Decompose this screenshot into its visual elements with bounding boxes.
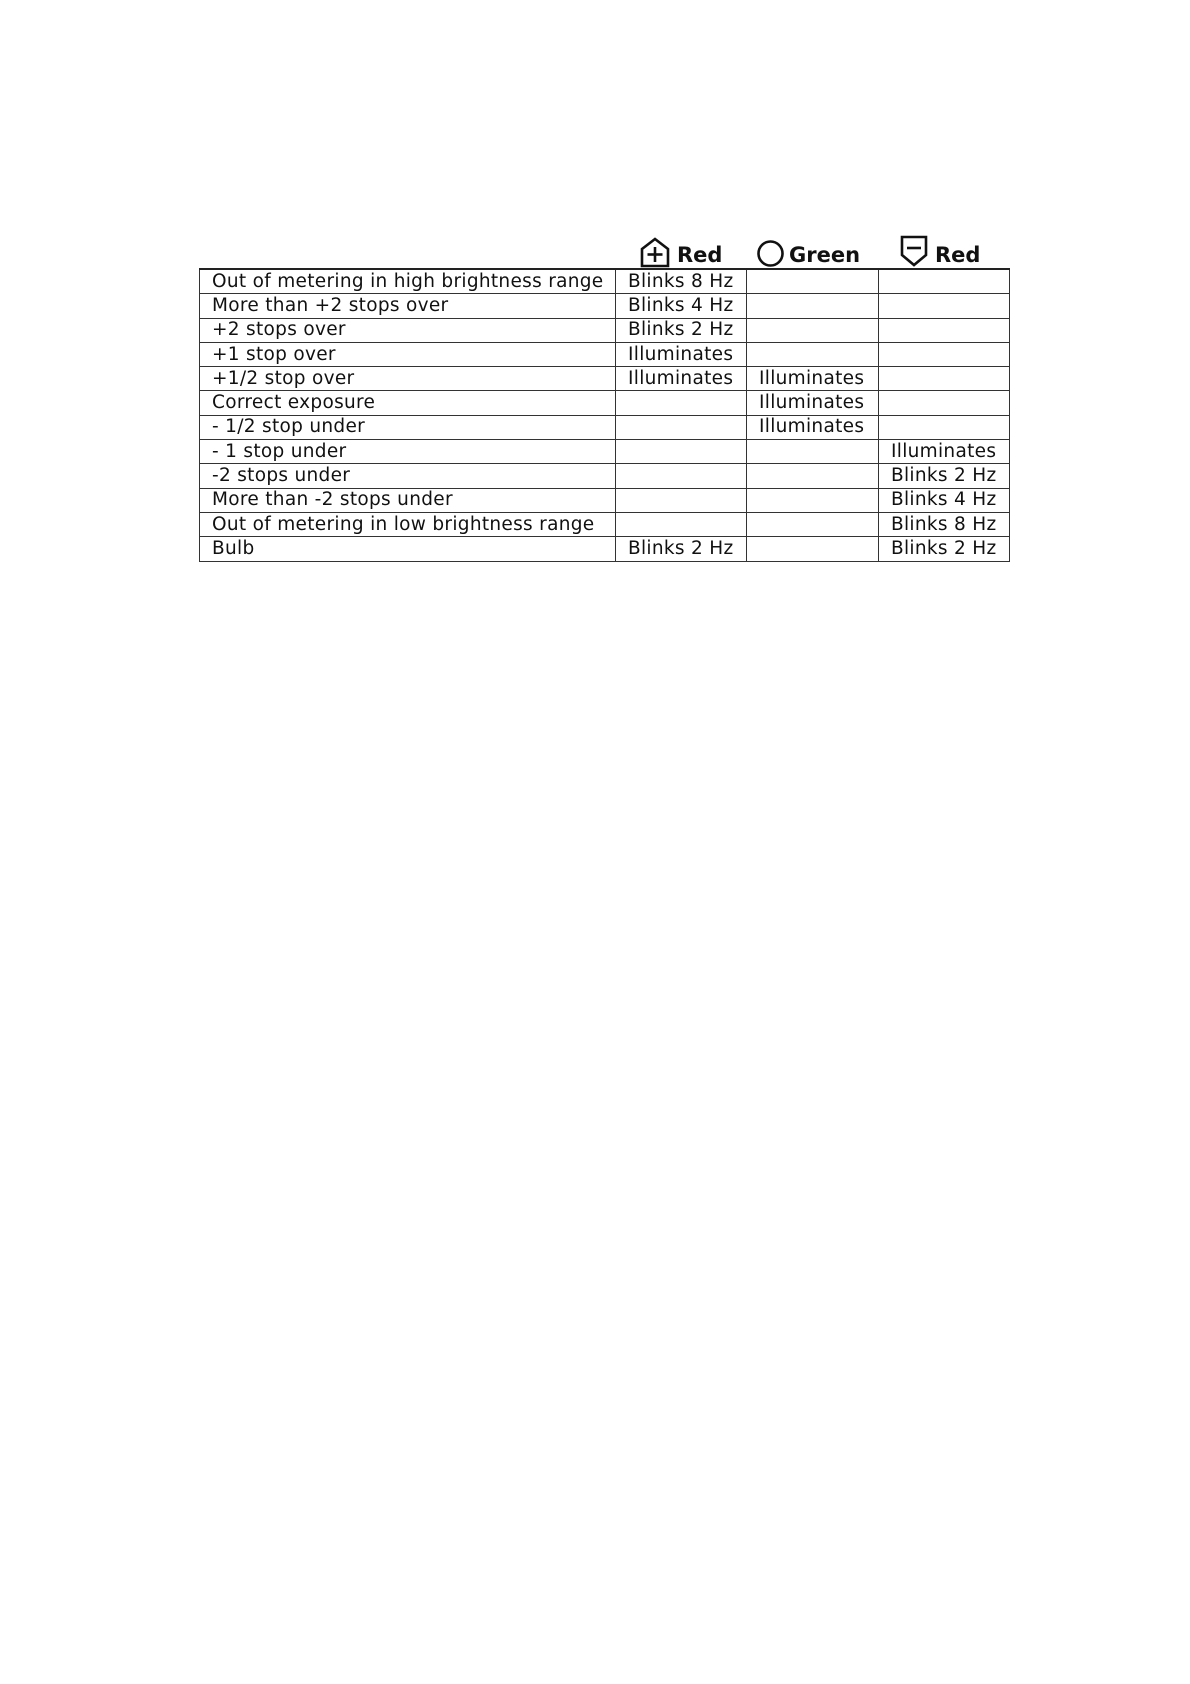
condition-cell: +1/2 stop over (200, 367, 616, 391)
table-row (200, 342, 1010, 366)
green-cell (747, 342, 879, 366)
plus-red-cell: Illuminates (616, 367, 747, 391)
minus-red-cell (879, 367, 1010, 391)
green-cell: Illuminates (747, 391, 879, 415)
green-cell (747, 269, 879, 294)
plus-red-cell (616, 512, 747, 536)
green-cell (747, 294, 879, 318)
green-cell: Illuminates (747, 367, 879, 391)
green-cell (747, 440, 879, 464)
plus-red-cell: Blinks 4 Hz (616, 294, 747, 318)
green-cell: Illuminates (747, 415, 879, 439)
plus-red-cell (616, 440, 747, 464)
condition-cell: More than -2 stops under (200, 488, 616, 512)
green-cell (747, 512, 879, 536)
minus-red-cell: Illuminates (879, 440, 1010, 464)
minus-red-cell (879, 269, 1010, 294)
table-row (200, 415, 1010, 439)
plus-red-cell: Blinks 2 Hz (616, 318, 747, 342)
condition-cell: Out of metering in high brightness range (200, 269, 616, 294)
circle-icon (756, 239, 785, 268)
condition-cell: -2 stops under (200, 464, 616, 488)
exposure-indicator-table (199, 230, 1009, 562)
condition-cell: Bulb (200, 537, 616, 561)
indicator-grid (199, 268, 1010, 562)
table-row (200, 488, 1010, 512)
plus-red-cell (616, 488, 747, 512)
condition-cell: - 1 stop under (200, 440, 616, 464)
table-row (200, 464, 1010, 488)
green-cell (747, 537, 879, 561)
table-row (200, 269, 1010, 294)
condition-cell: More than +2 stops over (200, 294, 616, 318)
green-cell (747, 464, 879, 488)
header-label: Red (677, 243, 723, 267)
table-row (200, 512, 1010, 536)
minus-red-cell: Blinks 4 Hz (879, 488, 1010, 512)
minus-red-cell (879, 391, 1010, 415)
condition-cell: Out of metering in low brightness range (200, 512, 616, 536)
header-label: Green (789, 243, 861, 267)
minus-red-cell (879, 415, 1010, 439)
plus-house-icon (639, 236, 671, 268)
minus-house-icon (899, 234, 929, 268)
header-plus-red (639, 230, 722, 268)
minus-red-cell: Blinks 2 Hz (879, 464, 1010, 488)
header-minus-red (899, 230, 980, 268)
plus-red-cell: Illuminates (616, 342, 747, 366)
plus-red-cell (616, 391, 747, 415)
green-cell (747, 488, 879, 512)
minus-red-cell (879, 318, 1010, 342)
table-row (200, 294, 1010, 318)
minus-red-cell: Blinks 2 Hz (879, 537, 1010, 561)
condition-cell: Correct exposure (200, 391, 616, 415)
minus-red-cell (879, 342, 1010, 366)
table-body (200, 269, 1010, 561)
table-row (200, 440, 1010, 464)
condition-cell: +2 stops over (200, 318, 616, 342)
green-cell (747, 318, 879, 342)
table-row (200, 391, 1010, 415)
minus-red-cell (879, 294, 1010, 318)
header-green (756, 230, 860, 268)
condition-cell: +1 stop over (200, 342, 616, 366)
table-header (199, 230, 1009, 268)
plus-red-cell: Blinks 2 Hz (616, 537, 747, 561)
table-row (200, 318, 1010, 342)
header-label: Red (935, 243, 981, 267)
plus-red-cell: Blinks 8 Hz (616, 269, 747, 294)
plus-red-cell (616, 415, 747, 439)
plus-red-cell (616, 464, 747, 488)
table-row (200, 537, 1010, 561)
condition-cell: - 1/2 stop under (200, 415, 616, 439)
minus-red-cell: Blinks 8 Hz (879, 512, 1010, 536)
table-row (200, 367, 1010, 391)
